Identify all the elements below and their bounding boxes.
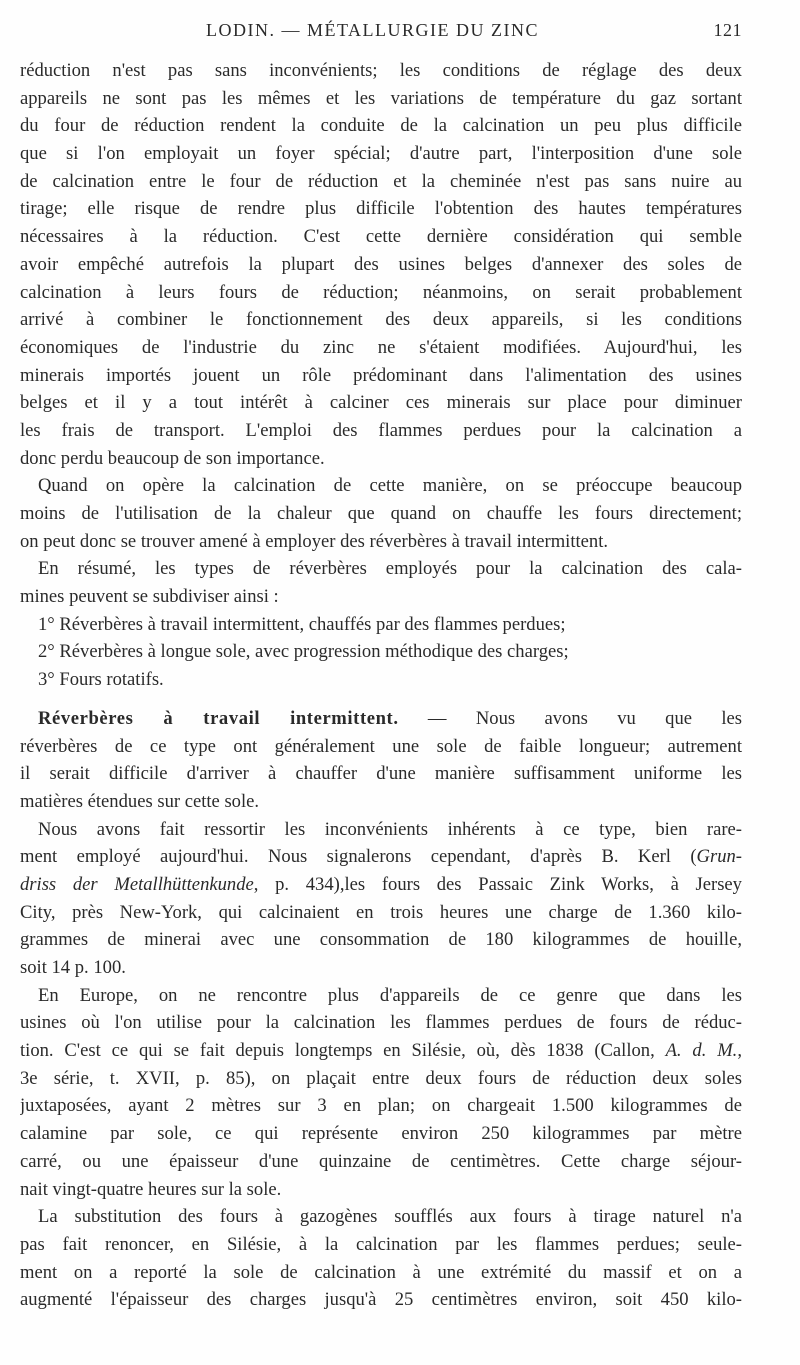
text-line: ment on a reporté la sole de calcination à une extrémité du massif et on a <box>20 1261 742 1283</box>
text-line: pas fait renoncer, en Silésie, à la calcination par les flammes perdues; seule- <box>20 1233 742 1255</box>
list-item: 3° Fours rotatifs. <box>38 669 164 691</box>
text-line: mines peuvent se subdiviser ainsi : <box>20 586 279 608</box>
text-line: usines où l'on utilise pour la calcination les flammes perdues de fours de réduc- <box>20 1012 742 1034</box>
text-line: les frais de transport. L'emploi des flammes perdues pour la calcination a <box>20 419 742 441</box>
text-line: on peut donc se trouver amené à employer des réverbères à travail intermittent. <box>20 530 609 552</box>
text-line: En Europe, on ne rencontre plus d'appareils de ce genre que dans les <box>38 984 742 1006</box>
paragraph <box>20 472 742 555</box>
heading-continuation: — Nous avons vu que les <box>398 707 742 729</box>
page-number: 121 <box>713 20 742 40</box>
text-line: minerais importés jouent un rôle prédominant dans l'alimentation des usines <box>20 364 742 386</box>
text-line: juxtaposées, ayant 2 mètres sur 3 en plan; on chargeait 1.500 kilogrammes de <box>20 1095 742 1117</box>
paragraph <box>20 705 742 816</box>
italic-title: Grun- <box>696 846 742 868</box>
paragraph <box>20 57 742 472</box>
section-spacer <box>20 694 742 705</box>
text-line: augmenté l'épaisseur des charges jusqu'à 25 centimètres environ, soit 450 kilo- <box>20 1289 742 1311</box>
text-line: nécessaires à la réduction. C'est cette dernière considération qui semble <box>20 226 742 248</box>
text-line: réverbères de ce type ont généralement une sole de faible longueur; autrement <box>20 735 742 757</box>
text-line: de calcination entre le four de réduction et la cheminée n'est pas sans nuire au <box>20 170 742 192</box>
text-line: City, près New-York, qui calcinaient en trois heures une charge de 1.360 kilo- <box>20 901 742 923</box>
text-line <box>20 843 742 871</box>
text-line: carré, ou une épaisseur d'une quinzaine de centimètres. Cette charge séjour- <box>20 1150 742 1172</box>
italic-reference: A. d. M. <box>665 1040 738 1062</box>
text-line: La substitution des fours à gazogènes soufflés aux fours à tirage naturel n'a <box>38 1206 742 1228</box>
page-header <box>20 16 742 48</box>
text-line: il serait difficile d'arriver à chauffer d'une manière suffisamment uniforme les <box>20 763 742 785</box>
text-line: Nous avons fait ressortir les inconvénients inhérents à ce type, bien rare- <box>38 818 742 840</box>
text-line: soit 14 p. 100. <box>20 957 126 978</box>
list-item: 2° Réverbères à longue sole, avec progression méthodique des charges; <box>38 641 569 663</box>
enumerated-list <box>20 611 742 694</box>
text-line: matières étendues sur cette sole. <box>20 790 260 812</box>
text-line: tirage; elle risque de rendre plus difficile l'obtention des hautes températures <box>20 198 742 220</box>
text-line: grammes de minerai avec une consommation de 180 kilogrammes de houille, <box>20 929 742 951</box>
text-line: Quand on opère la calcination de cette manière, on se préoccupe beaucoup <box>38 475 742 497</box>
text-line: appareils ne sont pas les mêmes et les variations de température du gaz sortant <box>20 87 742 109</box>
paragraph <box>20 816 742 982</box>
body-text <box>20 57 742 1314</box>
text-line: calamine par sole, ce qui représente environ 250 kilogrammes par mètre <box>20 1123 742 1145</box>
text-line: donc perdu beaucoup de son importance. <box>20 447 325 469</box>
text-line <box>20 1037 742 1065</box>
text-line: nait vingt-quatre heures sur la sole. <box>20 1178 282 1200</box>
text-fragment: tion. C'est ce qui se fait depuis longtemps en Silésie, où, dès 1838 (Callon, <box>20 1040 666 1062</box>
section-heading: Réverbères à travail intermittent. <box>38 707 399 729</box>
text-line: avoir empêché autrefois la plupart des usines belges d'annexer des soles de <box>20 253 742 275</box>
paragraph <box>20 555 742 610</box>
text-line: 3e série, t. XVII, p. 85), on plaçait entre deux fours de réduction deux soles <box>20 1067 742 1089</box>
text-fragment: ment employé aujourd'hui. Nous signalerons cependant, d'après B. Kerl ( <box>20 846 697 868</box>
text-line <box>20 705 742 733</box>
text-line: réduction n'est pas sans inconvénients; les conditions de réglage des deux <box>20 60 742 81</box>
running-title: LODIN. — MÉTALLURGIE DU ZINC <box>206 20 540 40</box>
text-line: du four de réduction rendent la conduite de la calcination un peu plus difficile <box>20 115 742 137</box>
text-line: En résumé, les types de réverbères employés pour la calcination des cala- <box>38 558 742 580</box>
list-item: 1° Réverbères à travail intermittent, chauffés par des flammes perdues; <box>38 613 566 635</box>
text-line: économiques de l'industrie du zinc ne s'étaient modifiées. Aujourd'hui, les <box>20 336 742 358</box>
text-fragment: , <box>737 1040 742 1062</box>
text-line: que si l'on employait un foyer spécial; d'autre part, l'interposition d'une sole <box>20 143 742 165</box>
text-line: moins de l'utilisation de la chaleur que quand on chauffe les fours directement; <box>20 503 742 524</box>
paragraph <box>20 1203 742 1314</box>
text-line: belges et il y a tout intérêt à calciner ces minerais sur place pour diminuer <box>20 392 742 414</box>
italic-title: driss der Metallhüttenkunde <box>20 873 254 895</box>
paragraph <box>20 982 742 1204</box>
text-line <box>20 871 742 899</box>
text-fragment: , p. 434),les fours des Passaic Zink Works, à Jersey <box>253 873 742 895</box>
text-line: calcination à leurs fours de réduction; néanmoins, on serait probablement <box>20 281 742 303</box>
text-line: arrivé à combiner le fonctionnement des deux appareils, si les conditions <box>20 309 742 331</box>
